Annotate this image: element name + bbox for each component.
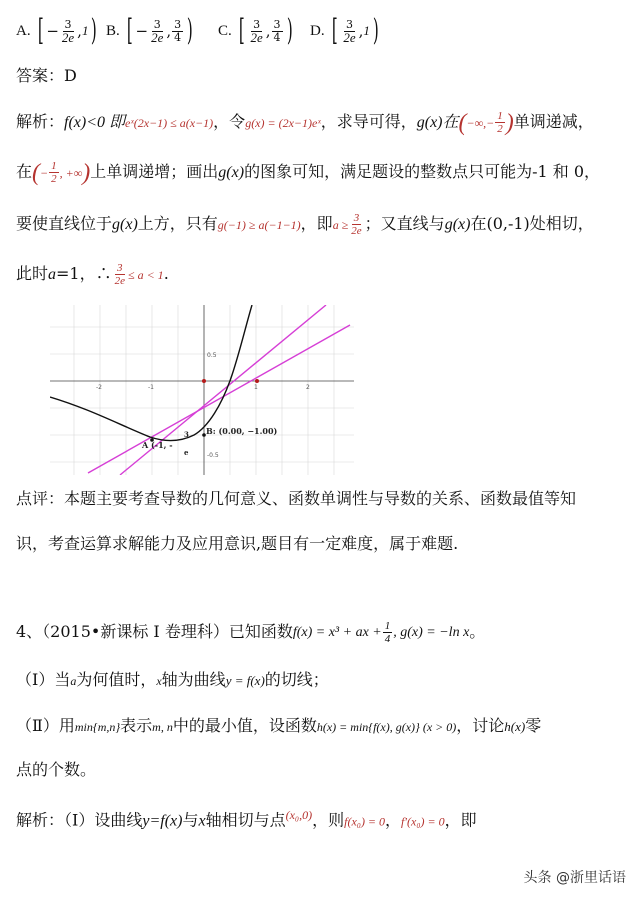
analysis-line-2: 在 ( − $\frac{1}{2}$ , +∞ ) 上单调递增；画出g(x)的图象可知，满足题设的整数点只可能为-1 和 0， — [16, 159, 601, 186]
point-b-label: B: (0.00, −1.00) — [206, 426, 278, 436]
point-a-frac: 3 — [184, 430, 189, 439]
option-interval: [ $\frac{3}{2e}$ , $\frac{3}{4}$ ) — [238, 13, 293, 48]
condition-expr: g(−1) ≥ a(−1−1) — [217, 218, 301, 232]
tick-label: -0.5 — [207, 452, 219, 459]
option-interval: [ − $\frac{3}{2e}$ , 1 ) — [37, 13, 98, 48]
option-c — [218, 13, 295, 48]
tangent-line — [88, 325, 350, 473]
f-definition: f(x) = x³ + ax + $\frac{1}{4}$ , g(x) = −ln x — [292, 620, 470, 645]
a-range: $\frac{3}{2e}$ ≤ a < 1 — [114, 262, 164, 287]
analysis-line-4: 此时a=1，∴ $\frac{3}{2e}$ ≤ a < 1 . — [16, 262, 169, 287]
analysis-2-line: 解析：（Ⅰ）设曲线y=f(x)与x轴相切与点$^{(x_0,0)}$，则f(x₀) = 0，f′(x₀) = 0，即 — [16, 808, 477, 830]
problem-4-part-2-cont: 点的个数。 — [16, 760, 97, 779]
option-letter: B. — [106, 22, 120, 39]
g-definition: g(x) = (2x−1)eˣ — [245, 116, 321, 130]
decreasing-interval: ( −∞,− $\frac{1}{2}$ ) — [458, 109, 514, 136]
analysis-label: 解析： — [16, 112, 65, 131]
option-d — [310, 13, 382, 48]
analysis-line-1: 解析：f(x)<0 即eˣ(2x−1) ≤ a(x−1)，令g(x) = (2x−1)eˣ，求导可得，g(x)在 ( −∞,− $\frac{1}{2}$ ) 单调递减， — [16, 109, 594, 136]
answer-label: 答案： — [16, 66, 65, 85]
option-letter: D. — [310, 22, 325, 39]
analysis-line-3: 要使直线位于g(x)上方，只有g(−1) ≥ a(−1−1)，即 a ≥ $\frac{3}{2e}$ ；又直线与g(x)在(0,-1)处相切， — [16, 212, 594, 237]
answer-value: D — [64, 66, 77, 85]
increasing-interval: ( − $\frac{1}{2}$ , +∞ ) — [32, 159, 91, 186]
tick-label: -1 — [148, 384, 154, 391]
option-a — [16, 13, 100, 48]
problem-4-part-1: （Ⅰ）当a为何值时，x轴为曲线y = f(x)的切线； — [16, 670, 329, 689]
comment-line-1: 点评：本题主要考查导数的几何意义、函数单调性与导数的关系、函数最值等知 — [16, 489, 577, 508]
tick-label: -2 — [96, 384, 102, 391]
point-marker — [202, 379, 206, 383]
option-b — [106, 13, 196, 48]
point-a-label: A (-1, - — [142, 440, 173, 450]
option-interval: [ − $\frac{3}{2e}$ , $\frac{3}{4}$ ) — [126, 13, 193, 48]
a-lower-bound: a ≥ $\frac{3}{2e}$ — [332, 212, 362, 237]
watermark: 头条 @浙里话语 — [523, 870, 626, 886]
answer-line — [16, 64, 630, 88]
tick-label: 1 — [254, 384, 258, 391]
problem-4-part-2: （Ⅱ）用min{m,n}表示m, n中的最小值，设函数h(x) = min{f(x), g(x)} (x > 0)，讨论h(x)零 — [16, 716, 542, 735]
point-marker — [255, 379, 259, 383]
g-curve — [50, 305, 252, 441]
option-interval: [ $\frac{3}{2e}$ , 1 ) — [331, 13, 379, 48]
problem-4-heading: 4、（2015•新课标 I 卷理科）已知函数 f(x) = x³ + ax + $\frac{1}{4}$ , g(x) = −ln x 。 — [16, 620, 486, 645]
option-letter: A. — [16, 22, 31, 39]
inequality-expr: eˣ(2x−1) ≤ a(x−1) — [125, 116, 214, 130]
tick-label: 0.5 — [207, 352, 217, 359]
option-letter: C. — [218, 22, 232, 39]
tick-label: 2 — [306, 384, 310, 391]
comment-line-2: 识，考查运算求解能力及应用意识,题目有一定难度，属于难题. — [16, 534, 459, 553]
function-graph — [50, 305, 354, 475]
point-a-den: e — [184, 448, 189, 457]
